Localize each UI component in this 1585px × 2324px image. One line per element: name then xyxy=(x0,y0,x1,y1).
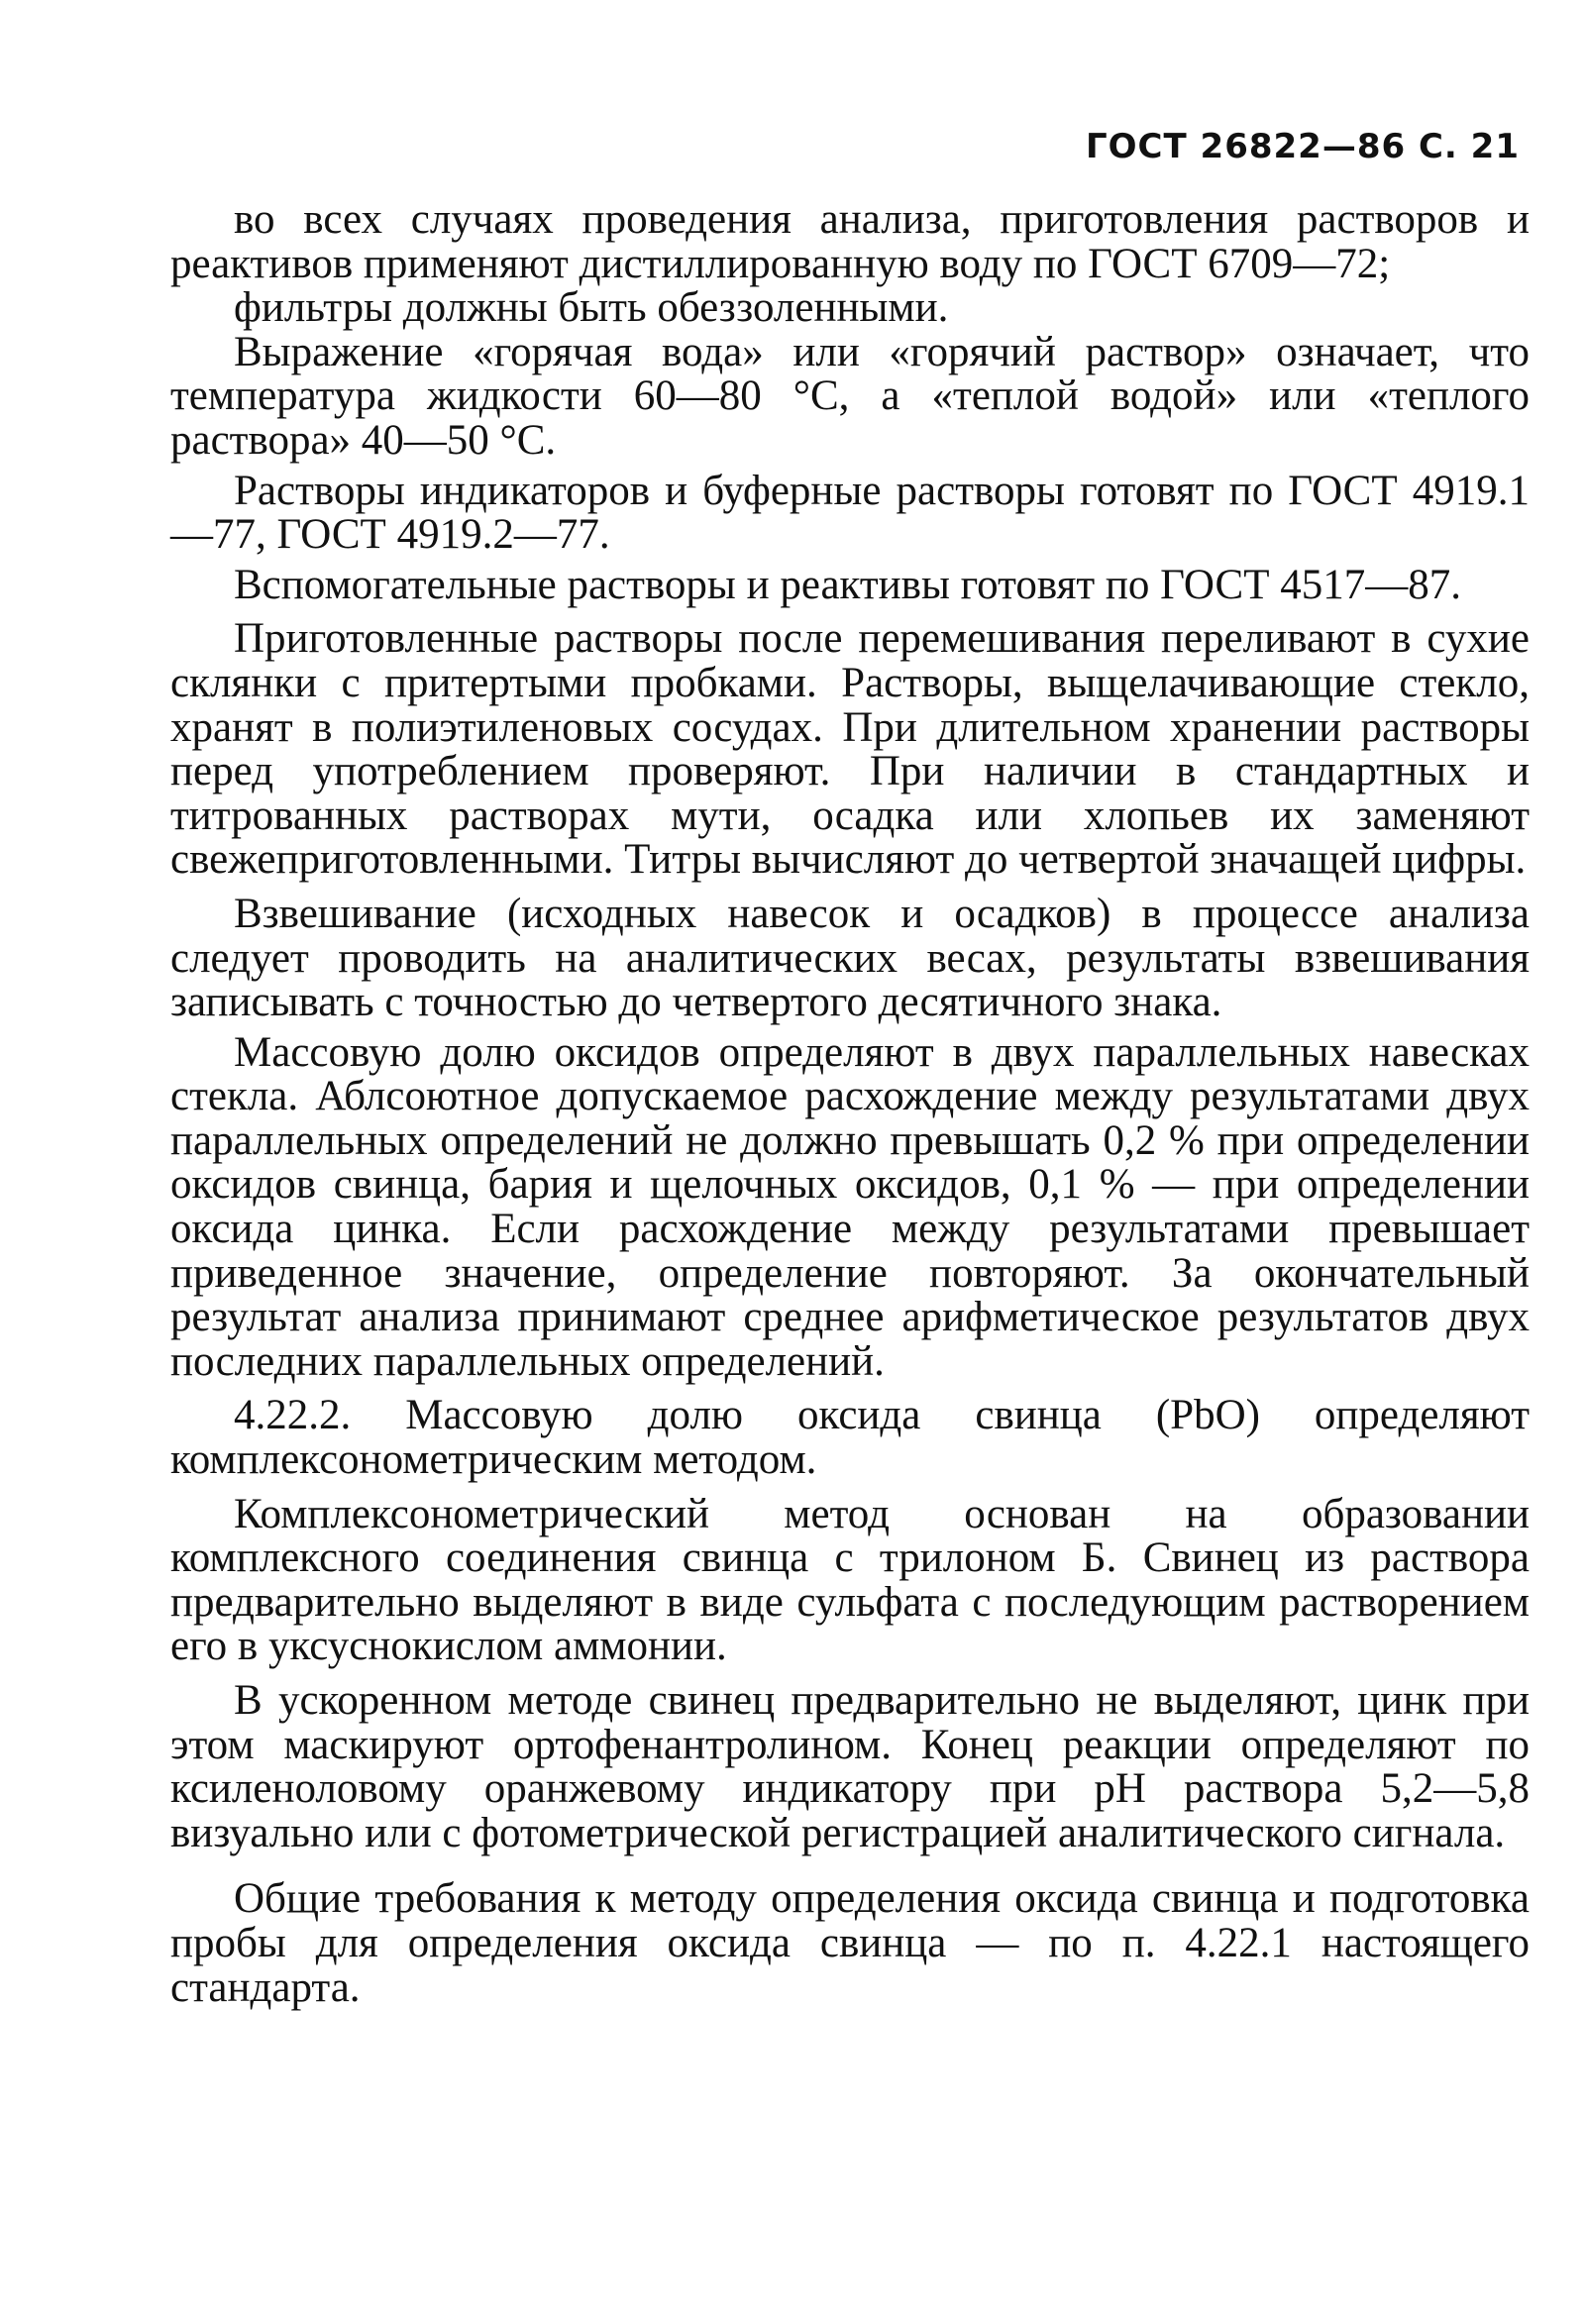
paragraph-general-water: во всех случаях проведения анализа, приготовления растворов и реактивов применяют дистиллированную воду по ГОСТ 6709—72; xyxy=(170,196,1530,287)
paragraph-accelerated-method: В ускоренном методе свинец предварительно не выделяют, цинк при этом маскируют ортофенантролином. Конец реакции определяют по ксиленоловому оранжевому индикатору при pH раствора 5,2—5,8 визуально или с фотометрической регистрацией аналитического сигнала. xyxy=(170,1677,1530,1856)
body-text xyxy=(170,198,1530,2010)
paragraph-indicator-solutions: Растворы индикаторов и буферные растворы готовят по ГОСТ 4919.1—77, ГОСТ 4919.2—77. xyxy=(170,467,1530,559)
paragraph-section-4-22-2: 4.22.2. Массовую долю оксида свинца (PbO) определяют комплексонометрическим методом. xyxy=(170,1392,1530,1484)
paragraph-complexometric-method: Комплексонометрический метод основан на образовании комплексного соединения свинца с трилоном Б. Свинец из раствора предварительно выделяют в виде сульфата с последующим растворением его в уксуснокислом аммонии. xyxy=(170,1490,1530,1670)
paragraph-weighing: Взвешивание (исходных навесок и осадков) в процессе анализа следует проводить на аналитических весах, результаты взвешивания записывать с точностью до четвертого десятичного знака. xyxy=(170,890,1530,1026)
paragraph-hot-water: Выражение «горячая вода» или «горячий раствор» означает, что температура жидкости 60—80 °С, а «теплой водой» или «теплого раствора» 40—50 °С. xyxy=(170,328,1530,464)
paragraph-prepared-solutions: Приготовленные растворы после перемешивания переливают в сухие склянки с притертыми пробками. Растворы, выщелачивающие стекло, хранят в полиэтиленовых сосудах. При длительном хранении растворы перед употреблением проверяют. При наличии в стандартных и титрованных растворах мути, осадка или хлопьев их заменяют свежеприготовленными. Титры вычисляют до четвертой значащей цифры. xyxy=(170,615,1530,884)
paragraph-general-requirements: Общие требования к методу определения оксида свинца и подготовка пробы для определения оксида свинца — по п. 4.22.1 настоящего стандарта. xyxy=(170,1875,1530,2011)
paragraph-filters: фильтры должны быть обеззоленными. xyxy=(234,284,949,332)
paragraph-parallel-determinations: Массовую долю оксидов определяют в двух параллельных навесках стекла. Аблсоютное допускаемое расхождение между результатами двух параллельных определений не должно превышать 0,2 % при определении оксидов свинца, бария и щелочных оксидов, 0,1 % — при определении оксида цинка. Если расхождение между результатами превышает приведенное значение, определение повторяют. За окончательный результат анализа принимают среднее арифметическое результатов двух последних параллельных определений. xyxy=(170,1028,1530,1385)
running-header: ГОСТ 26822—86 С. 21 xyxy=(1085,127,1520,166)
paragraph-auxiliary-solutions: Вспомогательные растворы и реактивы готовят по ГОСТ 4517—87. xyxy=(234,561,1461,608)
